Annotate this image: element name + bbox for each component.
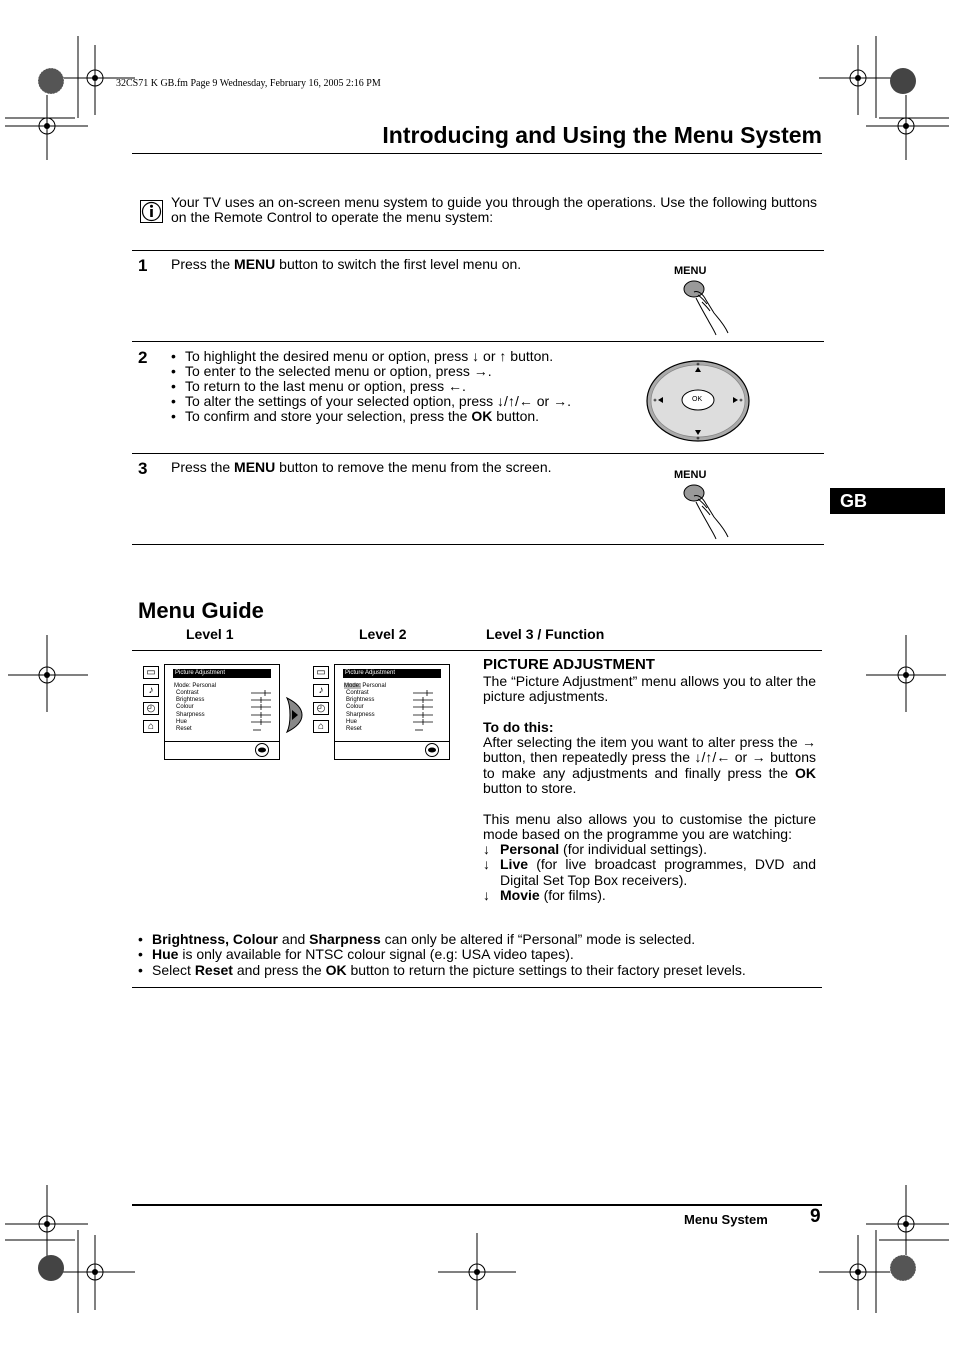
note-bold: OK [325, 961, 347, 978]
menu-item: Reset [346, 726, 362, 732]
intro-rule [132, 250, 824, 251]
list-item: • To enter to the selected menu or option, press →. [171, 364, 571, 379]
note-text: can only be altered if “Personal” mode is selected. [380, 931, 696, 947]
menu-screen-title: Picture Adjustment [343, 669, 441, 678]
menu-button-press-icon [680, 482, 732, 540]
footer-rule [132, 1204, 822, 1206]
mode-label: Mode: [174, 683, 191, 689]
intro-text: Your TV uses an on-screen menu system to guide you through the operations. Use the following buttons on the Remote Control to operate the menu system: [171, 194, 817, 225]
step-2-list [171, 349, 571, 424]
note-bold: Brightness, Colour [152, 931, 279, 947]
note-bold: Hue [152, 946, 179, 963]
mode-desc: (for individual settings). [559, 841, 707, 857]
menu-item: Contrast [176, 690, 199, 696]
list-item: • To highlight the desired menu or option, press ↓ or ↑ button. [171, 349, 571, 364]
list-item [483, 857, 816, 888]
page-number: 9 [810, 1206, 821, 1227]
mode-desc: (for films). [539, 887, 606, 904]
step-3-text-pre: Press the [171, 459, 235, 475]
menu-item: Reset [176, 726, 192, 732]
arrow-down-icon: ↓ [483, 856, 490, 873]
todo-text-b: button to store. [483, 780, 577, 797]
menu-item: Hue [176, 719, 188, 725]
step-rule [132, 453, 824, 454]
step-3-text-bold: MENU [234, 459, 276, 475]
menu-screen-title: Picture Adjustment [173, 669, 271, 678]
mode-name: Personal [500, 841, 560, 857]
menu-item: Sharpness [176, 712, 205, 718]
step-3-text [171, 460, 552, 475]
list-item [483, 842, 816, 857]
sound-icon: ♪ [143, 684, 159, 697]
list-item [138, 947, 746, 962]
menu-item: Brightness [346, 697, 375, 703]
step-number: 2 [138, 348, 148, 367]
step-1-text [171, 257, 521, 272]
note-text: and press the [232, 961, 326, 978]
page-title: Introducing and Using the Menu System [382, 122, 822, 148]
level-2-screen [312, 664, 450, 760]
level-rule [132, 650, 822, 651]
ok-nav-icon [255, 743, 269, 757]
menu-item: Colour [176, 704, 194, 710]
mode-value: Personal [362, 683, 387, 689]
list-item [138, 932, 746, 947]
customise-text: This menu also allows you to customise the picture mode based on the programme you are watching: [483, 811, 816, 843]
picture-adjustment-description: The “Picture Adjustment” menu allows you to alter the picture adjustments. [483, 673, 816, 705]
ok-button-label: OK [692, 396, 703, 403]
note-bold: Reset [194, 961, 233, 978]
todo-text [483, 735, 816, 797]
timer-icon: ◴ [143, 702, 159, 715]
level-1-label: Level 1 [186, 626, 234, 642]
setup-icon: ⌂ [143, 720, 159, 733]
notes-rule [132, 987, 822, 988]
arrow-right-icon [285, 696, 303, 734]
menu-screen [164, 664, 280, 760]
menu-screen-divider [165, 741, 279, 742]
picture-icon: ▭ [143, 666, 159, 679]
menu-item: Sharpness [346, 712, 375, 718]
footer-section: Menu System [684, 1212, 768, 1227]
file-info: 32CS71 K GB.fm Page 9 Wednesday, February 16, 2005 2:16 PM [116, 78, 381, 89]
todo-heading: To do this: [483, 719, 554, 735]
step-3-text-post: button to remove the menu from the screen. [275, 459, 552, 475]
menu-button-label: MENU [674, 469, 707, 481]
menu-item: Hue [346, 719, 358, 725]
mode-value: Personal [192, 683, 217, 689]
picture-adjustment-heading: PICTURE ADJUSTMENT [483, 656, 655, 673]
todo-text-a: After selecting the item you want to alter press the → button, then repeatedly press the ↓/↑/← or → buttons to make any adjustments and finally press the [483, 734, 816, 781]
level-2-label: Level 2 [359, 626, 407, 642]
list-item-bold: OK [471, 408, 493, 424]
title-rule [132, 153, 822, 154]
step-rule [132, 544, 824, 545]
slider-bars [413, 689, 435, 737]
menu-screen [334, 664, 450, 760]
menu-screen-divider [335, 741, 449, 742]
menu-item: Brightness [176, 697, 205, 703]
mode-name: Live [500, 856, 529, 873]
note-text: button to return the picture settings to their factory preset levels. [346, 961, 746, 978]
timer-icon: ◴ [313, 702, 329, 715]
notes-list [138, 932, 746, 978]
mode-desc: (for live broadcast programmes, DVD and Digital Set Top Box receivers). [500, 856, 816, 888]
menu-button-label: MENU [674, 265, 707, 277]
list-item [483, 888, 816, 903]
list-item [138, 963, 746, 978]
mode-list [483, 842, 816, 904]
list-item [171, 409, 571, 424]
step-number: 1 [138, 256, 148, 275]
picture-icon: ▭ [313, 666, 329, 679]
mode-name: Movie [500, 887, 540, 904]
step-1-text-bold: MENU [234, 256, 276, 272]
info-icon [140, 200, 163, 223]
level-1-screen [142, 664, 280, 760]
step-number: 3 [138, 459, 148, 478]
list-item: • To alter the settings of your selected option, press ↓/↑/← or →. [171, 394, 571, 409]
note-text: is only available for NTSC colour signal (e.g: USA video tapes). [178, 946, 574, 963]
ok-nav-icon [425, 743, 439, 757]
step-1-text-pre: Press the [171, 256, 235, 272]
mode-label-highlighted: Mode: [344, 683, 361, 689]
list-item-pre: To confirm and store your selection, press the [185, 408, 472, 424]
menu-button-press-icon [680, 278, 732, 336]
level-3-label: Level 3 / Function [486, 626, 605, 642]
note-text: Select [152, 961, 195, 978]
list-item-post: button. [492, 408, 540, 424]
slider-bars [251, 689, 273, 737]
menu-item: Contrast [346, 690, 369, 696]
arrow-down-icon: ↓ [483, 887, 490, 904]
note-bold: Sharpness [309, 931, 381, 947]
step-1-text-post: button to switch the first level menu on. [275, 256, 522, 272]
setup-icon: ⌂ [313, 720, 329, 733]
arrow-down-icon: ↓ [483, 841, 490, 857]
todo-text-ok: OK [795, 764, 816, 781]
section-title: Menu Guide [138, 598, 264, 623]
language-tab: GB [830, 488, 945, 514]
note-text: and [278, 931, 310, 947]
step-rule [132, 341, 824, 342]
menu-item: Colour [346, 704, 364, 710]
list-item: • To return to the last menu or option, press ←. [171, 379, 571, 394]
sound-icon: ♪ [313, 684, 329, 697]
